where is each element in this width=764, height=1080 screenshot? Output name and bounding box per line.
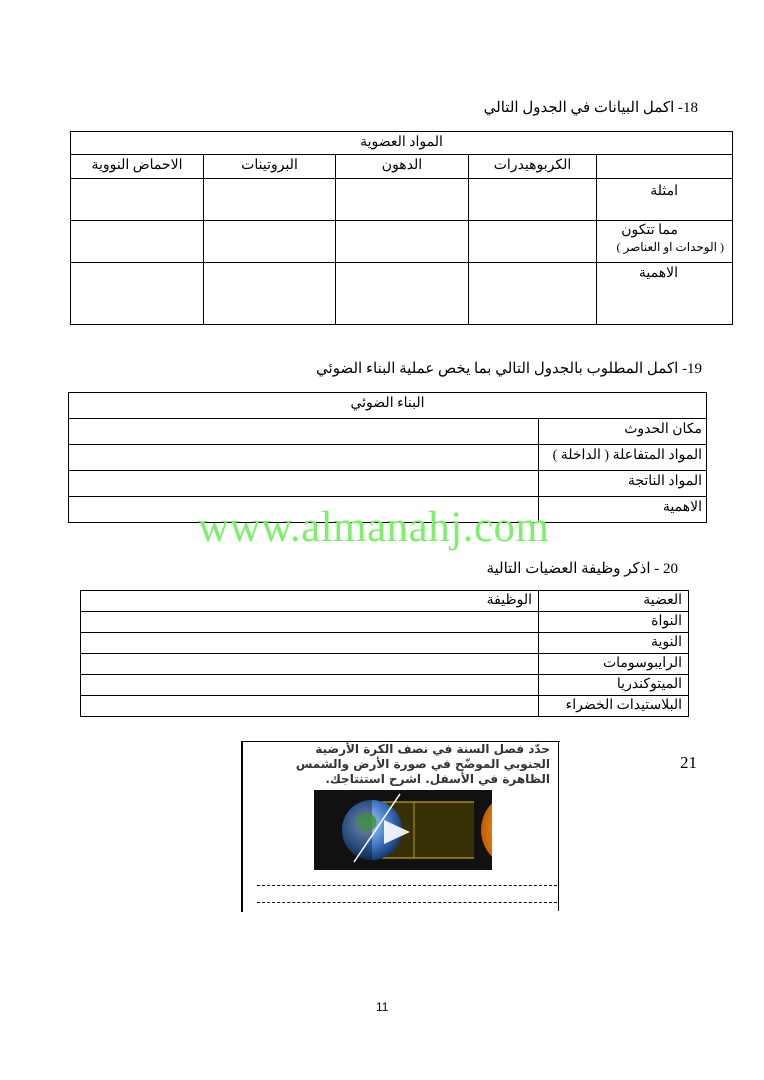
answer-cell[interactable] — [469, 263, 597, 325]
table-row — [81, 696, 689, 717]
q20-title: 20 - اذكر وظيفة العضيات التالية — [486, 561, 678, 577]
page-number: 11 — [376, 1000, 389, 1014]
q21-text-line: حدّد فصل السنة في نصف الكرة الأرضية — [315, 742, 550, 756]
answer-line[interactable] — [257, 902, 557, 903]
q18-corner-cell — [597, 155, 733, 179]
answer-cell[interactable] — [336, 263, 469, 325]
answer-cell[interactable] — [69, 445, 539, 471]
q18-col-nucleic-acids: الاحماض النووية — [71, 155, 204, 179]
q21-box-border — [242, 742, 243, 912]
table-row — [69, 471, 707, 497]
q18-col-proteins: البروتينات — [204, 155, 336, 179]
q19-row-label: المواد الناتجة — [539, 471, 707, 497]
table-row — [81, 654, 689, 675]
answer-cell[interactable] — [71, 221, 204, 263]
q21-question-text — [250, 742, 550, 787]
earth-sun-image — [314, 790, 492, 870]
table-row — [81, 633, 689, 654]
answer-cell[interactable] — [69, 419, 539, 445]
q18-title: 18- اكمل البيانات في الجدول التالي — [483, 100, 698, 116]
q20-row-label: النواة — [539, 612, 689, 633]
table-row — [69, 419, 707, 445]
q18-row-label-text: مما تتكون — [621, 223, 678, 238]
q20-col-function: الوظيفة — [81, 591, 539, 612]
answer-cell[interactable] — [81, 675, 539, 696]
q18-header: المواد العضوية — [71, 132, 733, 155]
q18-row-sublabel: ( الوحدات او العناصر ) — [616, 240, 724, 254]
answer-cell[interactable] — [469, 221, 597, 263]
table-row — [71, 263, 733, 325]
q19-row-label: الاهمية — [539, 497, 707, 523]
watermark: www.almanahj.com — [198, 504, 550, 551]
q19-row-label: المواد المتفاعلة ( الداخلة ) — [539, 445, 707, 471]
answer-cell[interactable] — [336, 179, 469, 221]
answer-cell[interactable] — [81, 696, 539, 717]
q18-col-carbohydrates: الكربوهيدرات — [469, 155, 597, 179]
answer-cell[interactable] — [204, 179, 336, 221]
q18-row-label — [597, 221, 733, 263]
answer-line[interactable] — [257, 885, 557, 886]
table-row — [81, 675, 689, 696]
q19-header: البناء الضوئي — [69, 393, 707, 419]
q20-table — [80, 590, 689, 717]
answer-cell[interactable] — [81, 633, 539, 654]
q20-row-label: الرايبوسومات — [539, 654, 689, 675]
q21-text-line: الجنوبي الموضّح في صورة الأرض والشمس — [295, 757, 550, 771]
table-row — [71, 179, 733, 221]
q21-text-line: الظاهرة في الأسفل. اشرح استنتاجك. — [325, 772, 550, 786]
q18-row-label — [597, 263, 733, 325]
q18-row-label — [597, 179, 733, 221]
q18-row-label-text: امثلة — [650, 184, 678, 199]
q18-row-label-text: الاهمية — [638, 266, 678, 281]
answer-cell[interactable] — [71, 179, 204, 221]
answer-cell[interactable] — [204, 263, 336, 325]
answer-cell[interactable] — [204, 221, 336, 263]
table-row — [81, 612, 689, 633]
answer-cell[interactable] — [69, 471, 539, 497]
answer-cell[interactable] — [469, 179, 597, 221]
table-row — [69, 445, 707, 471]
q20-row-label: البلاستيدات الخضراء — [539, 696, 689, 717]
answer-cell[interactable] — [71, 263, 204, 325]
q21-number: 21 — [680, 753, 697, 772]
q18-table — [70, 131, 733, 325]
q21-box-right-border — [558, 741, 559, 911]
table-row — [71, 221, 733, 263]
q20-row-label: الميتوكندريا — [539, 675, 689, 696]
answer-cell[interactable] — [81, 654, 539, 675]
q20-row-label: النوية — [539, 633, 689, 654]
q19-row-label: مكان الحدوث — [539, 419, 707, 445]
q19-title: 19- اكمل المطلوب بالجدول التالي بما يخص عملية البناء الضوئي — [316, 361, 702, 377]
q18-col-fats: الدهون — [336, 155, 469, 179]
q20-col-organelle: العضية — [539, 591, 689, 612]
answer-cell[interactable] — [81, 612, 539, 633]
answer-cell[interactable] — [336, 221, 469, 263]
